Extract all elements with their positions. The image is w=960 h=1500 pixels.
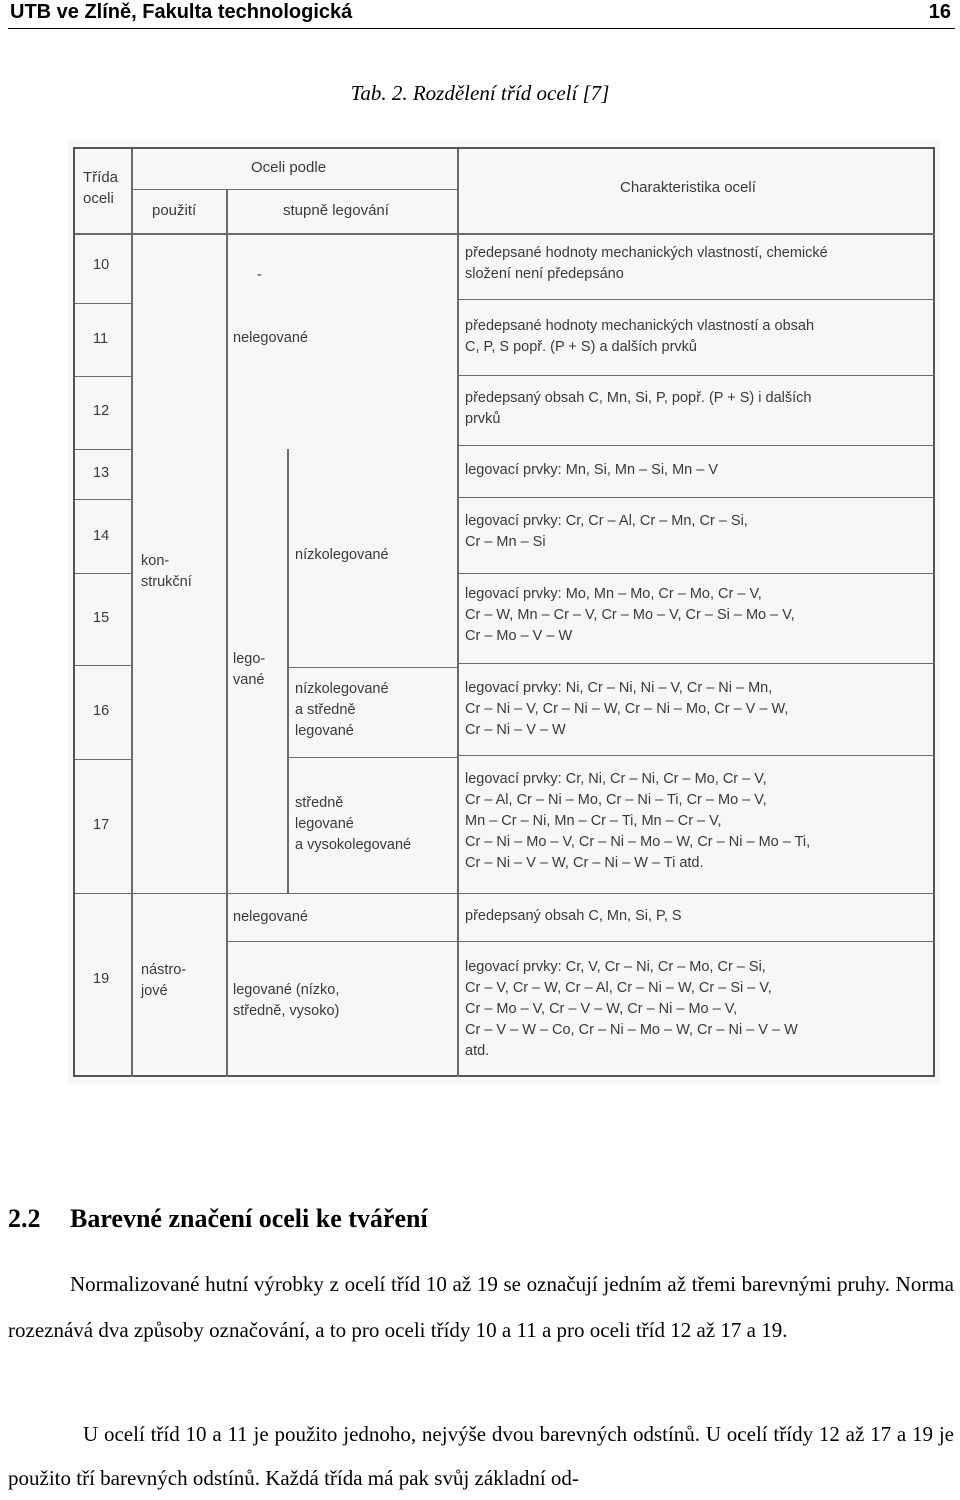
header-trida-1: Třída	[83, 169, 119, 186]
usage-konstrukcni-2: strukční	[141, 574, 192, 590]
hline-char-4	[457, 497, 935, 498]
header-stupne: stupně legování	[283, 202, 389, 219]
alloy-nizko-stredne-2: a středně	[295, 702, 356, 718]
hline-c10	[75, 303, 131, 304]
char-17-line-1: legovací prvky: Cr, Ni, Cr – Ni, Cr – Mo, Cr – V,	[465, 771, 767, 787]
alloy-nizko-stredne-3: legované	[295, 723, 354, 739]
paragraph-2: U ocelí tříd 10 a 11 je použito jednoho, nejvýše dvou barevných odstínů. U ocelí třídy 12 až 17 a 19 je použito tří barevných odstínů. Každá třída má pak svůj základní od-	[8, 1422, 954, 1490]
hline-char-8	[457, 893, 935, 894]
page-number: 16	[928, 1, 951, 23]
hline-char-5	[457, 573, 935, 574]
header-charakteristika: Charakteristika ocelí	[620, 179, 756, 196]
hline-alloy-a	[287, 667, 457, 668]
usage-nastrojove-1: nástro-	[141, 962, 187, 978]
char-16-line-2: Cr – Ni – V, Cr – Ni – W, Cr – Ni – Mo, Cr – V – W,	[465, 701, 789, 717]
hline-char-6	[457, 663, 935, 664]
hline-header	[75, 233, 935, 235]
hline-char-3	[457, 445, 935, 446]
steel-classes-table	[73, 147, 935, 1077]
alloy-stredne-vysoko-3: a vysokolegované	[295, 837, 412, 853]
class-16: 16	[93, 703, 110, 719]
alloy-legovane-19-1: legované (nízko,	[233, 982, 340, 998]
char-19b-line-5: atd.	[465, 1043, 490, 1059]
char-14-line-1: legovací prvky: Cr, Cr – Al, Cr – Mn, Cr – Si,	[465, 513, 748, 529]
hline-c13	[75, 499, 131, 500]
header-trida-2: oceli	[83, 190, 114, 207]
alloy-stredne-vysoko-1: středně	[295, 795, 344, 811]
char-19a-line-1: předepsaný obsah C, Mn, Si, P, S	[465, 908, 682, 924]
alloy-legovane-2: vané	[233, 672, 265, 688]
alloy-nelegovane-19: nelegované	[233, 909, 308, 925]
char-15-line-1: legovací prvky: Mo, Mn – Mo, Cr – Mo, Cr – V,	[465, 586, 762, 602]
alloy-nelegovane: nelegované	[233, 330, 308, 346]
char-16-line-3: Cr – Ni – V – W	[465, 722, 566, 738]
vline-usage	[226, 189, 228, 1077]
char-14-line-2: Cr – Mn – Si	[465, 534, 546, 550]
hline-c17	[75, 893, 226, 894]
section-heading	[8, 1204, 428, 1234]
alloy-dash: -	[257, 267, 262, 283]
hline-char-7	[457, 755, 935, 756]
hline-char-1	[457, 299, 935, 300]
char-13-line-1: legovací prvky: Mn, Si, Mn – Si, Mn – V	[465, 462, 719, 478]
char-11-line-1: předepsané hodnoty mechanických vlastností a obsah	[465, 318, 815, 334]
header-pouziti: použití	[152, 202, 197, 219]
char-19b-line-3: Cr – Mo – V, Cr – V – W, Cr – Ni – Mo – V,	[465, 1001, 738, 1017]
usage-nastrojove-2: jové	[141, 983, 168, 999]
char-12-line-2: prvků	[465, 411, 501, 427]
header-title: UTB ve Zlíně, Fakulta technologická	[10, 1, 353, 23]
char-17-line-3: Mn – Cr – Ni, Mn – Cr – Ti, Mn – Cr – V,	[465, 813, 722, 829]
page-header	[8, 0, 955, 29]
char-19b-line-4: Cr – V – W – Co, Cr – Ni – Mo – W, Cr – Ni – V – W	[465, 1022, 798, 1038]
alloy-stredne-vysoko-2: legované	[295, 816, 354, 832]
vline-class	[131, 149, 133, 1077]
class-17: 17	[93, 817, 110, 833]
class-12: 12	[93, 403, 110, 419]
class-10: 10	[93, 257, 110, 273]
char-15-line-2: Cr – W, Mn – Cr – V, Cr – Mo – V, Cr – Si – Mo – V,	[465, 607, 795, 623]
alloy-legovane-1: lego-	[233, 651, 266, 667]
hline-alloy-b	[287, 757, 457, 758]
alloy-nizko-stredne-1: nízkolegované	[295, 681, 389, 697]
char-19b-line-2: Cr – V, Cr – W, Cr – Al, Cr – Ni – W, Cr – Si – V,	[465, 980, 772, 996]
hline-header-split	[131, 189, 457, 190]
class-19: 19	[93, 971, 110, 987]
hline-char-9	[457, 941, 935, 942]
usage-konstrukcni-1: kon-	[141, 553, 170, 569]
class-15: 15	[93, 610, 110, 626]
header-oceli-podle: Oceli podle	[251, 159, 327, 176]
char-16-line-1: legovací prvky: Ni, Cr – Ni, Ni – V, Cr – Ni – Mn,	[465, 680, 773, 696]
alloy-legovane-19-2: středně, vysoko)	[233, 1003, 340, 1019]
hline-c12	[75, 449, 131, 450]
char-10-line-1: předepsané hodnoty mechanických vlastností, chemické	[465, 245, 828, 261]
hline-alloy-d	[226, 941, 457, 942]
char-17-line-4: Cr – Ni – Mo – V, Cr – Ni – Mo – W, Cr – Ni – Mo – Ti,	[465, 834, 811, 850]
vline-char	[457, 149, 459, 1077]
class-13: 13	[93, 465, 110, 481]
hline-char-2	[457, 375, 935, 376]
section-number: 2.2	[8, 1204, 41, 1233]
char-12-line-1: předepsaný obsah C, Mn, Si, P, popř. (P + S) i dalších	[465, 390, 812, 406]
class-14: 14	[93, 528, 110, 544]
section-title: Barevné značení oceli ke tváření	[70, 1204, 428, 1233]
char-15-line-3: Cr – Mo – V – W	[465, 628, 573, 644]
vline-legovane	[287, 449, 289, 893]
class-11: 11	[93, 331, 109, 347]
char-11-line-2: C, P, S popř. (P + S) a dalších prvků	[465, 339, 697, 355]
char-10-line-2: složení není předepsáno	[465, 266, 624, 282]
char-17-line-2: Cr – Al, Cr – Ni – Mo, Cr – Ni – Ti, Cr – Mo – V,	[465, 792, 767, 808]
hline-c16	[75, 759, 131, 760]
hline-c11	[75, 376, 131, 377]
hline-c15	[75, 665, 131, 666]
paragraph-1: Normalizované hutní výrobky z ocelí tříd 10 až 19 se označují jedním až třemi barevnými pruhy. Norma rozeznává dva způsoby označování, a to pro oceli třídy 10 a 11 a pro oceli tříd 12 až 17 a 19.	[8, 1272, 954, 1342]
hline-c14	[75, 573, 131, 574]
alloy-nizkolegovane: nízkolegované	[295, 547, 389, 563]
char-17-line-5: Cr – Ni – V – W, Cr – Ni – W – Ti atd.	[465, 855, 704, 871]
char-19b-line-1: legovací prvky: Cr, V, Cr – Ni, Cr – Mo, Cr – Si,	[465, 959, 766, 975]
hline-alloy-c	[226, 893, 457, 894]
table-caption: Tab. 2. Rozdělení tříd ocelí [7]	[350, 81, 610, 105]
